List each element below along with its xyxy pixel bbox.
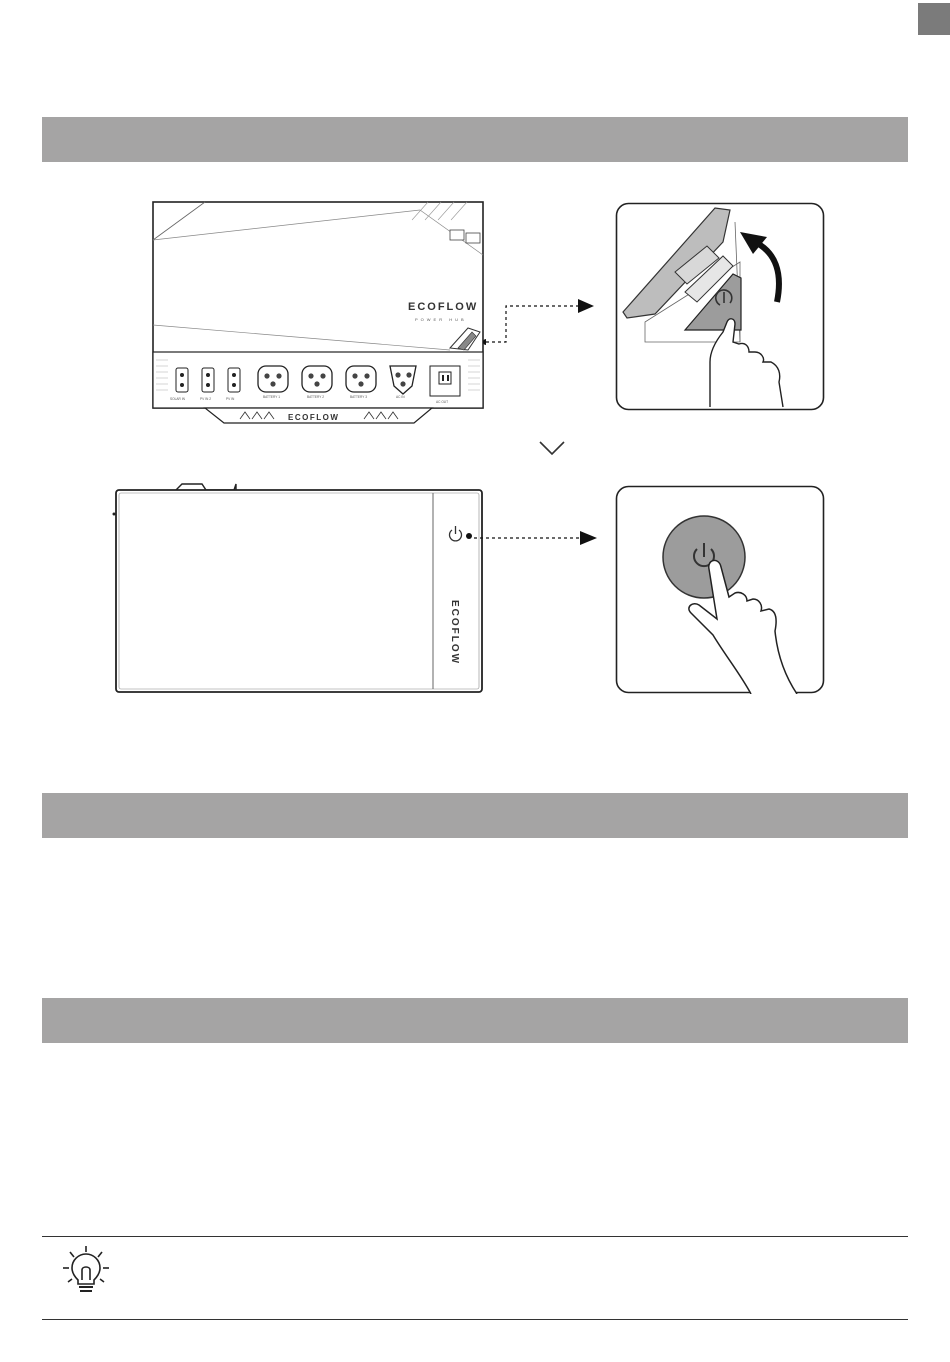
ecoflow-logo: ECOFLOW	[408, 301, 479, 313]
lift-cover-detail	[615, 202, 825, 411]
port-label-ac-out: AC OUT	[436, 400, 449, 404]
section-header-bar-3	[42, 998, 908, 1043]
port-label-battery-1: BATTERY 1	[263, 395, 281, 399]
tip-bottom-rule	[42, 1319, 908, 1320]
arrow-right-icon	[484, 296, 596, 348]
stand-logo: ECOFLOW	[288, 413, 340, 422]
page-tab-marker	[918, 3, 950, 35]
port-label-ac-in: AC IN	[396, 395, 405, 399]
battery-2-port	[302, 366, 332, 392]
port-label-battery-2: BATTERY 2	[307, 395, 325, 399]
chevron-down-icon	[538, 440, 566, 456]
arrow-right-icon	[470, 528, 600, 548]
pv-in-2-port	[202, 368, 214, 392]
power-hub-top-illustration	[110, 482, 486, 694]
lightbulb-icon	[60, 1244, 112, 1296]
press-power-button-detail	[615, 485, 825, 694]
pv-in-port	[228, 368, 240, 392]
port-label-battery-3: BATTERY 3	[350, 395, 368, 399]
ecoflow-logo-sub: POWER HUB	[415, 317, 467, 322]
port-label-solar-in: SOLAR IN	[170, 397, 185, 401]
solar-in-port	[176, 368, 188, 392]
section-header-bar-1	[42, 117, 908, 162]
tip-top-rule	[42, 1236, 908, 1237]
port-label-pv-in: PV IN	[226, 397, 235, 401]
section-header-bar-2	[42, 793, 908, 838]
ecoflow-vertical-logo: ECOFLOW	[449, 600, 460, 666]
battery-1-port	[258, 366, 288, 392]
port-label-pv-in-2: PV IN 2	[200, 397, 211, 401]
power-hub-front-illustration	[150, 200, 486, 425]
battery-3-port	[346, 366, 376, 392]
